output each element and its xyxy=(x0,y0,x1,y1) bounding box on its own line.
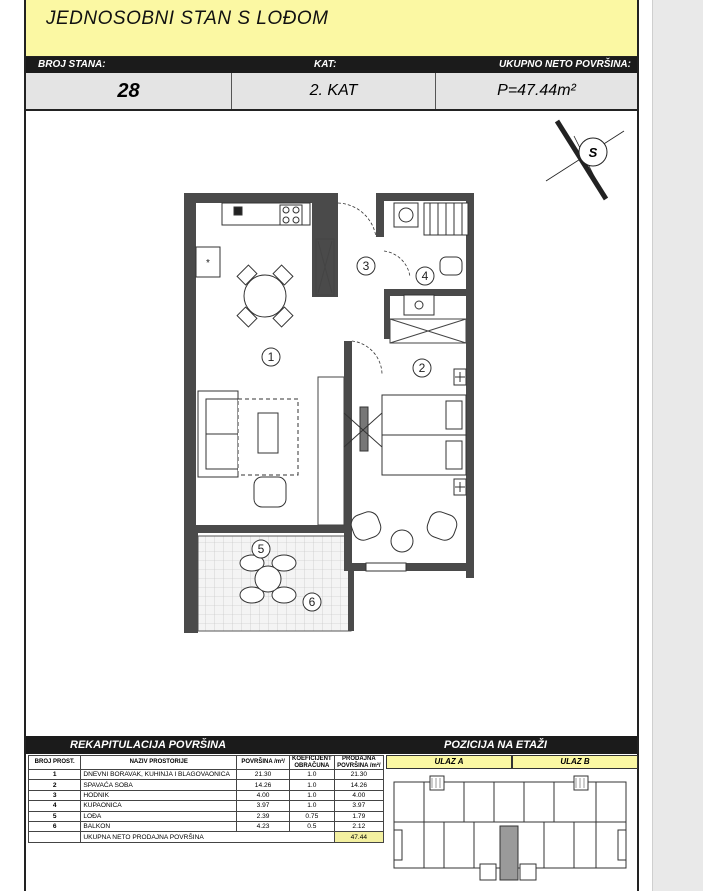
cell-broj: 2 xyxy=(29,780,81,790)
cell-empty xyxy=(29,832,81,842)
table-header-row xyxy=(29,756,384,770)
total-label: UKUPNA NETO PRODAJNA POVRŠINA xyxy=(81,832,334,842)
cell-povrsina: 3.97 xyxy=(237,801,290,811)
header-labels-bar xyxy=(26,57,637,73)
table-row xyxy=(29,821,384,831)
cell-koef: 1.0 xyxy=(290,790,335,800)
cell-koef: 1.0 xyxy=(290,770,335,780)
col-povrsina: POVRŠINA /m²/ xyxy=(237,756,290,770)
table-total-row xyxy=(29,832,384,842)
dining-table xyxy=(237,265,293,327)
north-letter: S xyxy=(588,145,598,160)
cell-naziv: BALKON xyxy=(81,821,237,831)
kat-value: 2. KAT xyxy=(309,82,358,99)
cell-broj: 4 xyxy=(29,801,81,811)
col-naziv: NAZIV PROSTORIJE xyxy=(81,756,237,770)
label-broj-stana: BROJ STANA: xyxy=(38,59,106,70)
cell-naziv: HODNIK xyxy=(81,790,237,800)
cell-povrsina: 4.23 xyxy=(237,821,290,831)
table-row xyxy=(29,811,384,821)
cell-prodajna: 4.00 xyxy=(334,790,383,800)
bathroom-fixtures xyxy=(394,203,468,315)
cell-broj: 1 xyxy=(29,770,81,780)
ulaz-b-label: ULAZ B xyxy=(512,755,638,769)
rekapitulacija-title: REKAPITULACIJA POVRŠINA xyxy=(70,739,227,751)
room-number-6: 6 xyxy=(308,595,316,609)
ulaz-a-label: ULAZ A xyxy=(386,755,512,769)
total-value: 47.44 xyxy=(334,832,383,842)
title-bar xyxy=(26,0,637,58)
broj-stana-value: 28 xyxy=(117,80,140,102)
apartment-floor-plan xyxy=(26,111,637,733)
bed xyxy=(382,369,466,495)
armchairs xyxy=(348,509,459,571)
cell-naziv: DNEVNI BORAVAK, KUHINJA I BLAGOVAONICA xyxy=(81,770,237,780)
floor-plan-sheet xyxy=(24,0,639,891)
room-number-3: 3 xyxy=(362,259,370,273)
cell-prodajna: 2.12 xyxy=(334,821,383,831)
cell-prodajna: 21.30 xyxy=(334,770,383,780)
label-ukupno-povrsina: UKUPNO NETO POVRŠINA: xyxy=(498,59,631,70)
room-number-4: 4 xyxy=(421,269,429,283)
table-title-bar xyxy=(26,736,637,754)
table-row xyxy=(29,780,384,790)
cell-koef: 0.75 xyxy=(290,811,335,821)
area-summary-table xyxy=(28,755,384,843)
label-kat: KAT: xyxy=(314,59,337,70)
highlighted-apartment xyxy=(500,826,518,880)
cell-prodajna: 1.79 xyxy=(334,811,383,821)
cell-povrsina: 4.00 xyxy=(237,790,290,800)
sofa xyxy=(198,391,298,507)
page-title: JEDNOSOBNI STAN S LOĐOM xyxy=(46,8,329,29)
col-broj: BROJ PROST. xyxy=(29,756,81,770)
cell-prodajna: 14.26 xyxy=(334,780,383,790)
table-row xyxy=(29,801,384,811)
room-number-2: 2 xyxy=(418,361,426,375)
cell-naziv: KUPAONICA xyxy=(81,801,237,811)
col-prodajna: PRODAJNA POVRŠINA /m²/ xyxy=(334,756,383,770)
cell-naziv: LOĐA xyxy=(81,811,237,821)
room-number-1: 1 xyxy=(267,350,275,364)
cell-povrsina: 14.26 xyxy=(237,780,290,790)
col-koeficijent: KOEFICIJENT OBRAČUNA xyxy=(290,756,335,770)
cell-povrsina: 2.39 xyxy=(237,811,290,821)
pozicija-title: POZICIJA NA ETAŽI xyxy=(444,739,547,751)
floor-position-plan xyxy=(384,768,637,891)
page-gutter xyxy=(652,0,703,891)
cell-koef: 0.5 xyxy=(290,821,335,831)
room-number-5: 5 xyxy=(257,542,265,556)
table-row xyxy=(29,790,384,800)
cell-broj: 5 xyxy=(29,811,81,821)
cell-povrsina: 21.30 xyxy=(237,770,290,780)
kitchen-counter xyxy=(196,203,310,277)
svg-text:*: * xyxy=(206,258,210,269)
cell-prodajna: 3.97 xyxy=(334,801,383,811)
cell-koef: 1.0 xyxy=(290,801,335,811)
cell-broj: 6 xyxy=(29,821,81,831)
povrsina-value: P=47.44m² xyxy=(497,82,576,99)
cell-broj: 3 xyxy=(29,790,81,800)
info-row xyxy=(26,73,637,111)
cell-koef: 1.0 xyxy=(290,780,335,790)
table-row xyxy=(29,770,384,780)
cell-naziv: SPAVAĆA SOBA xyxy=(81,780,237,790)
north-arrow-icon xyxy=(546,121,624,199)
